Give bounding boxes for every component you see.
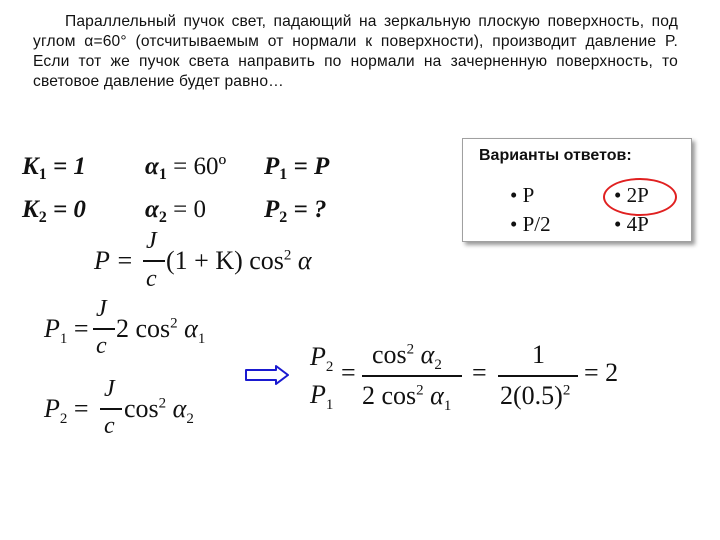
- given-k2: $K_2 = 0$: [22, 196, 86, 226]
- given-alpha2: $\alpha_2 = 0$: [145, 196, 206, 226]
- ratio-num-right: 1: [532, 340, 545, 369]
- ratio-result: = 2: [584, 358, 619, 387]
- ratio-num-left: $P_2$: [310, 342, 334, 376]
- formula-p2-lhs: $P_2$ =: [44, 394, 89, 428]
- given-alpha1: $\alpha_1$ = 60º: [145, 153, 227, 183]
- formula-p1-num: J: [96, 296, 107, 322]
- formula-general-rest: (1 + K) $\cos^2 \alpha$: [166, 246, 312, 275]
- implies-arrow-icon: [244, 364, 290, 386]
- ratio-eq2: =: [472, 358, 487, 387]
- answer-option-2p[interactable]: • 2P: [614, 183, 649, 207]
- fraction-bar: [498, 375, 578, 377]
- fraction-bar: [93, 328, 115, 330]
- ratio-den-mid: 2 $\cos^2 \alpha_1$: [362, 381, 452, 415]
- ratio-num-mid: $\cos^2 \alpha_2$: [372, 340, 442, 374]
- problem-statement: Параллельный пучок свет, падающий на зеркальную плоскую поверхность, под углом α=60° (отсчитываемым от нормали к поверхности), производит давление P. Если тот же пучок света направить по нормали на зачерненную поверхность, то световое давление будет равно…: [33, 13, 678, 90]
- formula-p1-den: c: [96, 333, 107, 359]
- answer-option-p[interactable]: • P: [510, 183, 535, 207]
- formula-general-lhs: P =: [94, 246, 134, 275]
- formula-p1-rest: 2 $\cos^2 \alpha_1$: [116, 314, 206, 348]
- formula-general-num: J: [146, 228, 157, 254]
- fraction-bar: [362, 375, 462, 377]
- formula-p1-lhs: $P_1$ =: [44, 314, 89, 348]
- correct-answer-circle: [603, 178, 677, 216]
- formula-p2-num: J: [104, 376, 115, 402]
- fraction-bar: [143, 260, 165, 262]
- answers-title: Варианты ответов:: [479, 147, 632, 164]
- ratio-eq1: =: [341, 358, 356, 387]
- fraction-bar: [100, 408, 122, 410]
- formula-p2-den: c: [104, 413, 115, 439]
- ratio-den-left: $P_1$: [310, 380, 334, 414]
- answer-option-4p[interactable]: • 4P: [614, 212, 649, 236]
- given-p1: $P_1 = P$: [264, 153, 330, 183]
- formula-general-den: c: [146, 266, 157, 292]
- given-p2: $P_2$ = ?: [264, 196, 327, 226]
- given-k1: $K_1 = 1$: [22, 153, 86, 183]
- answer-option-p-half[interactable]: • P/2: [510, 212, 551, 236]
- ratio-den-right: $2(0.5)^2$: [500, 381, 571, 410]
- formula-p2-rest: $\cos^2 \alpha_2$: [124, 394, 194, 428]
